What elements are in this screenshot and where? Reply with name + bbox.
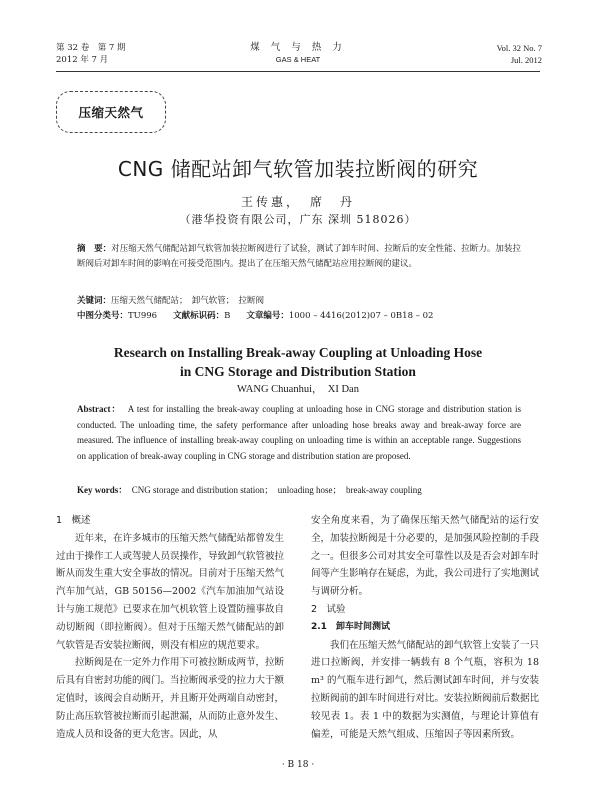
- section-1-paragraph-2: 拉断阀是在一定外力作用下可被拉断成两节，拉断后具有自密封功能的阀门。当拉断阀承受的拉力大于额定值时，该阀会自动断开，并且断开处两端自动密封，防止高压软管被拉断而引起泄漏，从而防止意外发生、造成人员和设备的更大危害。因此，从: [56, 657, 285, 740]
- article-number: [246, 309, 433, 323]
- article-title-en-line2: in CNG Storage and Distribution Station: [180, 364, 416, 379]
- keywords-en: [77, 483, 521, 496]
- clc-number: [77, 309, 157, 323]
- volume-issue-en: Vol. 32 No. 7: [496, 43, 542, 53]
- abstract-cn-text: 对压缩天然气储配站卸气软管加装拉断阀进行了试验，测试了卸车时间、拉断后的安全性能、拉断力。加装拉断阀后对卸车时间的影响在可接受范围内。提出了在压缩天然气储配站应用拉断阀的建议。: [77, 244, 521, 269]
- publication-date-en: Jul. 2012: [510, 55, 542, 65]
- clc-value: TU996: [128, 311, 158, 321]
- section-2-1-paragraph: 我们在压缩天然气储配站的卸气软管上安装了一只进口拉断阀，并安排一辆载有 8 个气瓶，容积为 18 m³ 的气瓶车进行卸气，然后测试卸车时间，并与安装拉断阀前的卸车时间进行对比。安装拉断阀前后数据比较见表 1。表 1 中的数据为实测值，与理论计算值有偏差，可能是天然气组成、压缩因子等因素所致。: [311, 639, 540, 740]
- article-title-en: [0, 343, 596, 381]
- publication-date: 2012 年 7 月: [56, 55, 109, 65]
- section-tag: [56, 91, 166, 133]
- affiliation-cn: （港华投资有限公司，广东 深圳 518026）: [179, 213, 417, 226]
- journal-name-en: GAS & HEAT: [275, 55, 321, 64]
- keywords-en-text: CNG storage and distribution station； unloading hose； break-away coupling: [131, 485, 422, 495]
- page-number: · B 18 ·: [281, 760, 315, 770]
- abstract-en: [77, 402, 521, 464]
- volume-issue: 第 32 卷 第 7 期: [56, 43, 126, 53]
- doc-label: 文献标识码：: [173, 311, 225, 321]
- section-2-heading: 2 试验: [311, 603, 346, 615]
- journal-name-cn: 煤 气 与 热 力: [250, 42, 346, 53]
- doc-value: B: [224, 311, 231, 321]
- body-column-left: [56, 512, 284, 743]
- section-2-1-heading: 2.1 卸车时间测试: [311, 621, 390, 632]
- clc-label: 中图分类号：: [77, 311, 129, 321]
- authors-en: WANG Chuanhui， XI Dan: [237, 384, 359, 395]
- keywords-cn-label: 关键词：: [77, 296, 112, 306]
- document-code: [173, 309, 230, 323]
- classification-line: [77, 309, 537, 323]
- art-label: 文章编号：: [246, 311, 289, 321]
- section-1-paragraph-1: 近年来，在许多城市的压缩天然气储配站都曾发生过由于操作工人或驾驶人员误操作，导致卸气软管被拉断从而发生重大安全事故的情况。目前对于压缩天然气汽车加气站，GB 50156—2002《汽车加油加气站设计与施工规范》已要求在加气机软管上设置防撞事故自动切断阀（即拉断阀）。但对于压缩天然气储配站的卸气软管是否安装拉断阀，则没有相应的规范要求。: [56, 532, 285, 651]
- section-1-heading: 1 概述: [56, 515, 91, 526]
- keywords-en-label: Key words：: [77, 485, 128, 495]
- header-divider: [56, 71, 540, 72]
- keywords-cn-text: 压缩天然气储配站； 卸气软管； 拉断阀: [111, 296, 265, 306]
- abstract-en-label: Abstract：: [77, 404, 122, 414]
- authors-cn: 王传惠， 席 丹: [240, 195, 355, 209]
- art-value: 1000 – 4416(2012)07 – 0B18 – 02: [288, 311, 434, 321]
- article-title-cn: CNG 储配站卸气软管加装拉断阀的研究: [117, 157, 479, 181]
- journal-volume-info-en: [497, 42, 542, 66]
- section-1-paragraph-2-cont: 安全角度来看，为了确保压缩天然气储配站的运行安全，加装拉断阀是十分必要的，是加强风险控制的手段之一。但很多公司对其安全可靠性以及是否会对卸车时间等产生影响存在疑虑，为此，我公司进行了实地测试与调研分析。: [311, 515, 540, 598]
- abstract-cn-label: 摘 要：: [77, 244, 112, 254]
- keywords-cn: [77, 294, 521, 308]
- abstract-cn: [77, 242, 521, 271]
- body-column-right: [311, 512, 539, 743]
- section-tag-label: 压缩天然气: [78, 105, 144, 120]
- article-title-en-line1: Research on Installing Break-away Coupling at Unloading Hose: [113, 345, 483, 360]
- abstract-en-text: A test for installing the break-away coupling at unloading hose in CNG storage and distribution station is conducted. The unloading time, the safety performance after unloading hose breaks away and break-away force are measured. The influence of installing break-away coupling on unloading time is within an acceptable range. Suggestions on application of break-away coupling in CNG storage and distribution station are proposed.: [77, 404, 522, 461]
